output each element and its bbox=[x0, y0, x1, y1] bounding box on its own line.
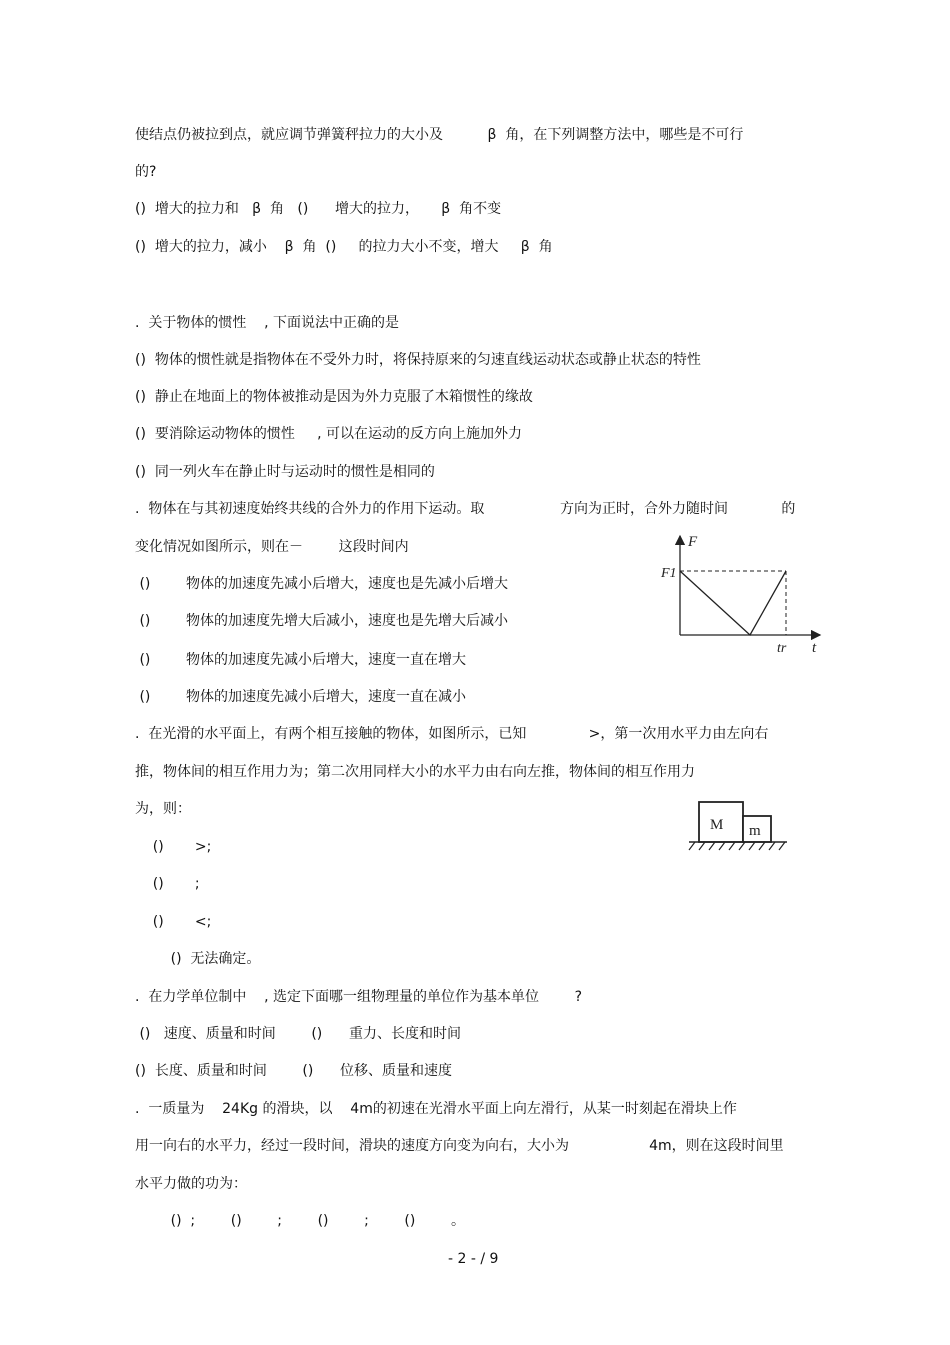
option-blocks-b: () ; bbox=[135, 876, 200, 892]
option-inertia-d: () 同一列火车在静止时与运动时的惯性是相同的 bbox=[135, 464, 435, 480]
tr-label: tr bbox=[777, 641, 787, 656]
f1-label: F1 bbox=[661, 566, 677, 581]
ground-hatch bbox=[689, 842, 785, 850]
question-units: . 在力学单位制中 , 选定下面哪一组物理量的单位作为基本单位 ? bbox=[135, 989, 583, 1005]
y-axis-label: F bbox=[688, 534, 698, 550]
question-blocks-cont: 推，物体间的相互作用力为；第二次用同样大小的水平力由右向左推，物体间的相互作用力 bbox=[135, 764, 695, 780]
line-1: 使结点仍被拉到点，就应调节弹簧秤拉力的大小及 β 角，在下列调整方法中，哪些是不可行 bbox=[135, 127, 744, 143]
option-work: () ; () ; () ; () 。 bbox=[135, 1213, 465, 1229]
question-blocks: . 在光滑的水平面上，有两个相互接触的物体，如图所示，已知 >，第一次用水平力由左向右 bbox=[135, 726, 769, 742]
question-inertia: . 关于物体的惯性 , 下面说法中正确的是 bbox=[135, 315, 400, 331]
option-ft-c: () 物体的加速度先减小后增大，速度一直在增大 bbox=[135, 652, 466, 668]
option-inertia-b: () 静止在地面上的物体被推动是因为外力克服了木箱惯性的缘故 bbox=[135, 389, 533, 405]
question-force-time-cont: 变化情况如图所示，则在－ 这段时间内 bbox=[135, 539, 409, 555]
two-blocks-figure bbox=[685, 796, 795, 856]
option-blocks-c: () <; bbox=[135, 914, 212, 930]
page-number: - 2 - / 9 bbox=[448, 1251, 499, 1267]
option-blocks-a: () >; bbox=[135, 839, 212, 855]
option-ft-d: () 物体的加速度先减小后增大，速度一直在减小 bbox=[135, 689, 466, 705]
x-axis-label: t bbox=[812, 640, 817, 656]
line-2: 的? bbox=[135, 164, 157, 180]
option-inertia-c: () 要消除运动物体的惯性 , 可以在运动的反方向上施加外力 bbox=[135, 426, 522, 442]
question-work-cont: 用一向右的水平力，经过一段时间，滑块的速度方向变为向右，大小为 4m，则在这段时间里 bbox=[135, 1138, 784, 1154]
option-units-cd: () 长度、质量和时间 () 位移、质量和速度 bbox=[135, 1063, 453, 1079]
block-big-label: M bbox=[710, 817, 724, 833]
option-ft-a: () 物体的加速度先减小后增大，速度也是先减小后增大 bbox=[135, 576, 508, 592]
option-blocks-d: () 无法确定。 bbox=[135, 951, 261, 967]
force-time-graph bbox=[655, 530, 830, 660]
question-work-cont2: 水平力做的功为： bbox=[135, 1176, 247, 1192]
block-small-label: m bbox=[749, 823, 761, 839]
option-inertia-a: () 物体的惯性就是指物体在不受外力时，将保持原来的匀速直线运动状态或静止状态的特性 bbox=[135, 352, 701, 368]
force-curve bbox=[680, 571, 786, 635]
question-force-time: . 物体在与其初速度始终共线的合外力的作用下运动。取 方向为正时，合外力随时间 的 bbox=[135, 501, 796, 517]
question-blocks-cont2: 为，则： bbox=[135, 801, 191, 817]
option-units-ab: () 速度、质量和时间 () 重力、长度和时间 bbox=[135, 1026, 461, 1042]
question-work: . 一质量为 24Kg 的滑块，以 4m的初速在光滑水平面上向左滑行，从某一时刻起在滑块上作 bbox=[135, 1101, 737, 1117]
line-3: () 增大的拉力和 β 角 () 增大的拉力， β 角不变 bbox=[135, 201, 502, 217]
line-4: () 增大的拉力，减小 β 角 () 的拉力大小不变，增大 β 角 bbox=[135, 239, 553, 255]
option-ft-b: () 物体的加速度先增大后减小，速度也是先增大后减小 bbox=[135, 613, 508, 629]
